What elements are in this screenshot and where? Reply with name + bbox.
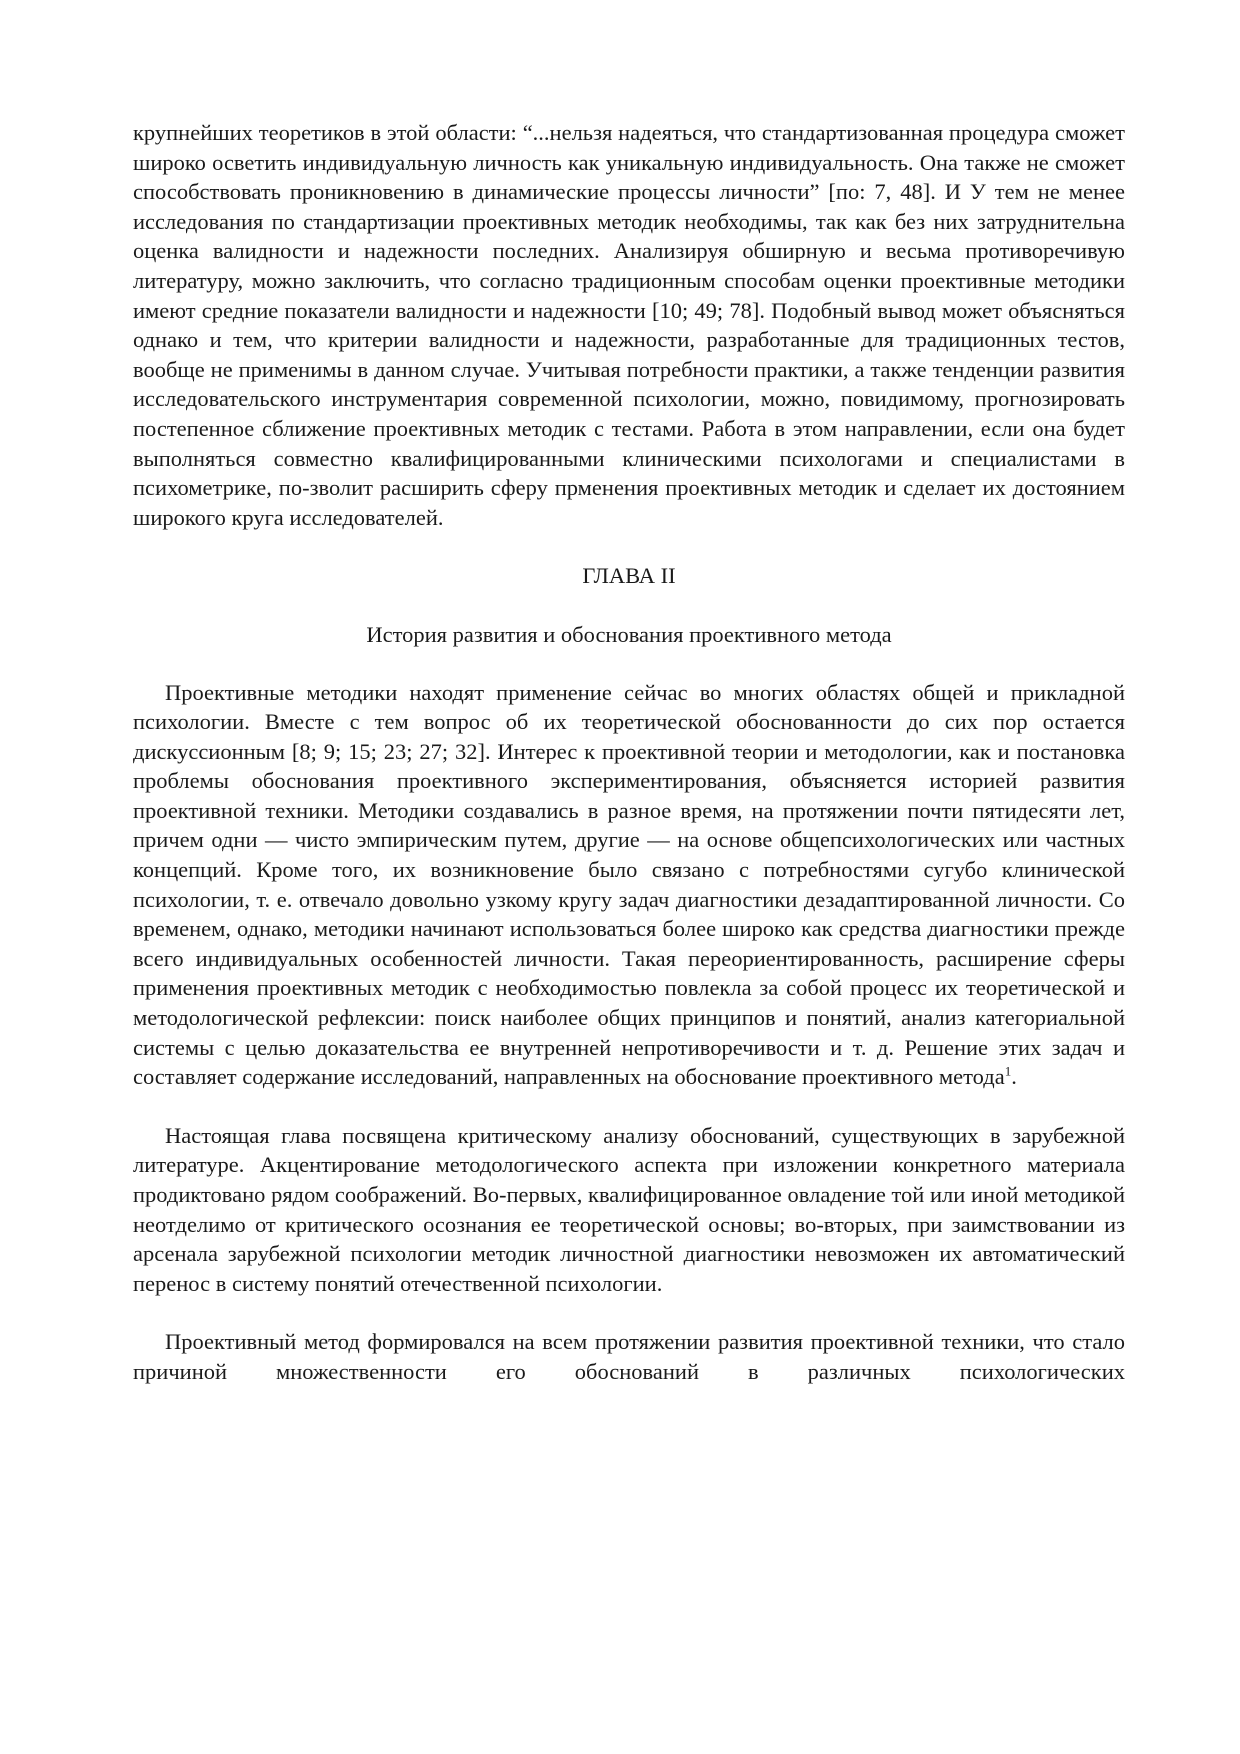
paragraph-1-text: Проективные методики находят применение сейчас во многих областях общей и прикладной психологии. Вместе с тем вопрос об их теоретической обоснованности до сих пор остается дискуссионным [8; 9; 15; 23; 27; 32]. Интерес к проективной теории и методологии, как и постановка проблемы обоснования проективного экспериментирования, объясняется историей развития проективной техники. Методики создавались в разное время, на протяжении почти пятидесяти лет, причем одни — чисто эмпирическим путем, другие — на основе общепсихологических или частных концепций. Кроме того, их возникновение было связано с потребностями сугубо клинической психологии, т. е. отвечало довольно узкому кругу задач диагностики дезадаптированной личности. Со временем, однако, методики начинают использоваться более широко как средства диагностики прежде всего индивидуальных особенностей личности. Такая переориентированность, расширение сферы применения проективных методик с необходимостью повлекла за собой процесс их теоретической и методологической рефлексии: поиск наиболее общих принципов и понятий, анализ категориальной системы с целью доказательства ее внутренней непротиворечивости и т. д. Решение этих задач и составляет содержание исследований, направленных на обоснование проективного метода <box>133 679 1125 1090</box>
section-title: История развития и обоснования проективного метода <box>366 621 892 647</box>
document-page <box>133 118 1125 1387</box>
footnote-marker: 1 <box>1004 1063 1012 1079</box>
chapter-heading: ГЛАВА II <box>582 563 676 589</box>
intro-paragraph: крупнейших теоретиков в этой области: “...нельзя надеяться, что стандартизованная процедура сможет широко осветить индивидуальную личность как уникальную индивидуальность. Она также не сможет способствовать проникновению в динамические процессы личности” [по: 7, 48]. И У тем не менее исследования по стандартизации проективных методик необходимы, так как без них затруднительна оценка валидности и надежности последних. Анализируя обширную и весьма противоречивую литературу, можно заключить, что согласно традиционным способам оценки проективные методики имеют средние показатели валидности и надежности [10; 49; 78]. Подобный вывод может объясняться однако и тем, что критерии валидности и надежности, разработанные для традиционных тестов, вообще не применимы в данном случае. Учитывая потребности практики, а также тенденции развития исследовательского инструментария современной психологии, можно, повидимому, прогнозировать постепенное сближение проективных методик с тестами. Работа в этом направлении, если она будет выполняться совместно квалифицированными клиническими психологами и специалистами в психометрике, по-зволит расширить сферу прменения проективных методик и сделает их достоянием широкого круга исследователей. <box>133 120 1125 530</box>
paragraph-1 <box>133 678 1125 1092</box>
paragraph-3: Проективный метод формировался на всем протяжении развития проективной техники, что стало причиной множественности его обоснований в различных психологических <box>133 1329 1125 1384</box>
paragraph-2: Настоящая глава посвящена критическому анализу обоснований, существующих в зарубежной литературе. Акцентирование методологического аспекта при изложении конкретного материала продиктовано рядом соображений. Во-первых, квалифицированное овладение той или иной методикой неотделимо от критического осознания ее теоретической основы; во-вторых, при заимствовании из арсенала зарубежной психологии методик личностной диагностики невозможен их автоматический перенос в систему понятий отечественной психологии. <box>133 1122 1125 1296</box>
paragraph-1-end: . <box>1011 1064 1017 1090</box>
